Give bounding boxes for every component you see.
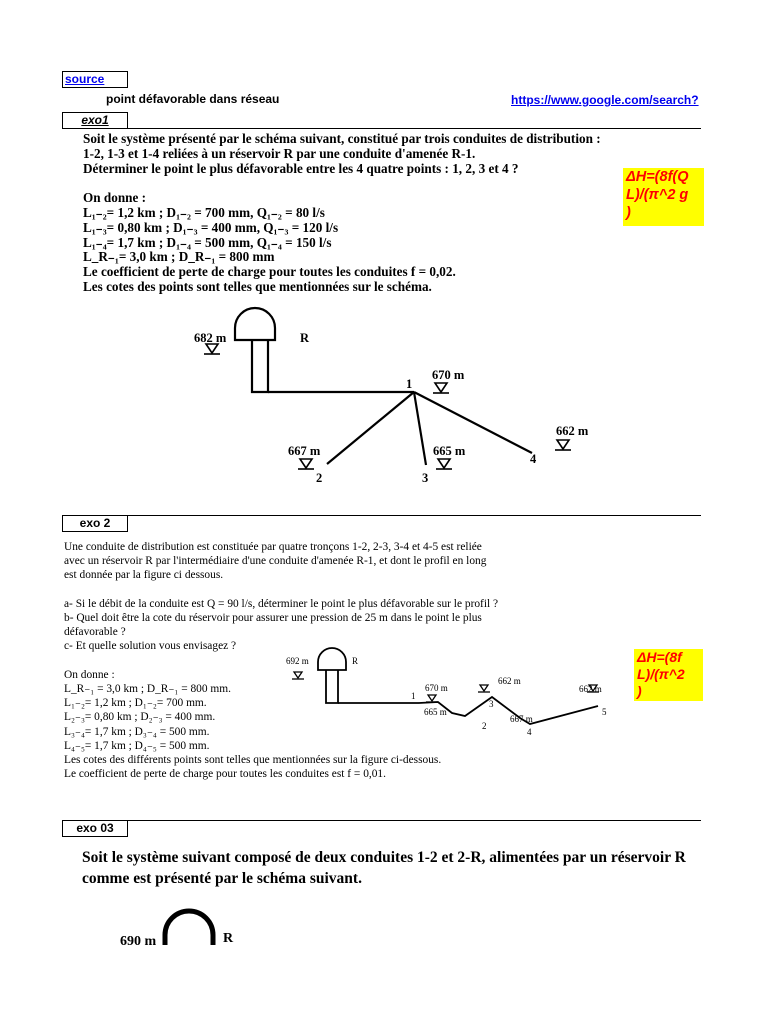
pipe-1-3 — [414, 392, 426, 465]
exo2-line: avec un réservoir R par l'intermédiaire d'une conduite d'amenée R-1, et dont le profil en long — [64, 555, 487, 568]
point-2-label: 2 — [482, 721, 487, 731]
point-4-label: 4 — [527, 727, 532, 737]
formula-line: ΔH=(8f — [637, 649, 682, 665]
exo1-line: L₁₋₃= 0,80 km ; D₁₋₃ = 400 mm, Q₁₋₃ = 120 l/s — [83, 219, 339, 235]
source-link[interactable]: source — [65, 72, 105, 86]
exo2-line: a- Si le débit de la conduite est Q = 90 l/s, déterminer le point le plus défavorable sur le profil ? — [64, 597, 499, 610]
exo1-line: L_R₋₁= 3,0 km ; D_R₋₁ = 800 mm — [83, 249, 275, 265]
level-marker — [438, 459, 450, 468]
node-2-label: 2 — [316, 471, 323, 485]
exo3-line: comme est présenté par le schéma suivant. — [82, 870, 362, 887]
exo1-network-diagram — [160, 300, 620, 495]
exo2-line: défavorable ? — [64, 626, 126, 639]
point-3-label: 3 — [489, 699, 494, 709]
exo1-line: L₁₋₂= 1,2 km ; D₁₋₂ = 700 mm, Q₁₋₂ = 80 l/s — [83, 204, 325, 220]
subtitle: point défavorable dans réseau — [106, 92, 280, 106]
node-3-level-label: 665 m — [433, 444, 466, 458]
exo3-label-cell — [62, 820, 128, 837]
point-5-label: 5 — [602, 707, 607, 717]
node-3-label: 3 — [422, 471, 429, 485]
reservoir-label: R — [223, 931, 234, 945]
exo1-label: exo1 — [81, 113, 109, 127]
source-link-cell[interactable] — [62, 71, 128, 88]
exo1-line: On donne : — [83, 190, 147, 206]
node-4-label: 4 — [530, 452, 537, 466]
exo2-line: L₂₋₃= 0,80 km ; D₂₋₃ = 400 mm. — [64, 711, 216, 724]
exo2-line: Les cotes des différents points sont telles que mentionnées sur la figure ci-dessous. — [64, 754, 442, 767]
exo3-text — [82, 847, 686, 889]
reservoir-dome — [318, 648, 346, 670]
level-marker — [480, 685, 488, 691]
point-3-level-label: 662 m — [498, 676, 521, 686]
exo3-diagram-partial — [110, 905, 260, 945]
google-search-link[interactable]: https://www.google.com/search? — [511, 93, 699, 107]
point-1-label: 1 — [411, 691, 416, 701]
exo2-line: c- Et quelle solution vous envisagez ? — [64, 640, 237, 653]
pipe-1-2 — [327, 392, 414, 464]
exo2-line: Le coefficient de perte de charge pour toutes les conduites est f = 0,01. — [64, 768, 386, 781]
node-4-level-label: 662 m — [556, 424, 589, 438]
section-divider — [63, 515, 701, 516]
exo1-formula — [623, 168, 704, 226]
exo2-spacer — [64, 583, 498, 597]
exo2-line: L₁₋₂= 1,2 km ; D₁₋₂= 700 mm. — [64, 697, 207, 710]
reservoir-level-label: 690 m — [120, 934, 157, 945]
pipe-1-4 — [414, 392, 532, 453]
formula-line: ) — [637, 683, 642, 699]
point-3-low-level-label: 667 m — [510, 714, 533, 724]
formula-line: L)/(π^2 g — [626, 187, 689, 203]
node-2-level-label: 667 m — [288, 444, 321, 458]
reservoir-body — [326, 670, 338, 703]
level-marker — [294, 672, 302, 678]
level-marker — [435, 383, 447, 392]
exo1-spacer — [83, 176, 601, 191]
exo1-line: Soit le système présenté par le schéma suivant, constitué par trois conduites de distribution : — [83, 131, 601, 146]
exo2-line: L_R₋₁ = 3,0 km ; D_R₋₁ = 800 mm. — [64, 683, 231, 696]
exo2-label: exo 2 — [79, 516, 111, 530]
node-1-level-label: 670 m — [432, 368, 465, 382]
point-1-low-level-label: 665 m — [424, 707, 447, 717]
exo2-formula — [634, 649, 703, 701]
level-marker — [428, 695, 436, 701]
exo1-line: 1-2, 1-3 et 1-4 reliées à un réservoir R par une conduite d'amenée R-1. — [83, 145, 476, 161]
formula-line: L)/(π^2 — [637, 666, 685, 682]
reservoir-label: R — [352, 656, 359, 666]
exo2-line: est donnée par la figure ci dessous. — [64, 569, 224, 582]
reservoir-dome — [165, 911, 213, 945]
exo1-line: Les cotes des points sont telles que mentionnées sur le schéma. — [83, 278, 432, 294]
formula-line: ) — [626, 205, 631, 221]
section-divider — [63, 128, 701, 129]
exo2-label-cell — [62, 515, 128, 532]
point-1-level-label: 670 m — [425, 683, 448, 693]
level-marker — [557, 440, 569, 449]
reservoir-body — [252, 340, 268, 392]
node-1-label: 1 — [406, 377, 413, 391]
exo1-line: Le coefficient de perte de charge pour toutes les conduites f = 0,02. — [83, 264, 456, 280]
section-divider — [63, 820, 701, 821]
exo2-line: Une conduite de distribution est constituée par quatre tronçons 1-2, 2-3, 3-4 et 4-5 est reliée — [64, 541, 482, 553]
exo3-line: Soit le système suivant composé de deux conduites 1-2 et 2-R, alimentées par un réservoir R — [82, 849, 686, 866]
exo1-label-cell — [62, 112, 128, 129]
exo2-profile-diagram — [280, 640, 640, 740]
exo2-line: L₃₋₄= 1,7 km ; D₃₋₄ = 500 mm. — [64, 725, 210, 738]
level-marker — [300, 459, 312, 468]
exo2-line: L₄₋₅= 1,7 km ; D₄₋₅ = 500 mm. — [64, 739, 210, 752]
exo1-text — [83, 132, 601, 295]
reservoir-level-label: 692 m — [286, 656, 309, 666]
formula-line: ΔH=(8f(Q — [626, 169, 689, 185]
exo2-line: b- Quel doit être la cote du réservoir pour assurer une pression de 25 m dans le point le plus — [64, 612, 482, 625]
exo1-line: Déterminer le point le plus défavorable entre les 4 quatre points : 1, 2, 3 et 4 ? — [83, 160, 519, 176]
point-5-level-label: 662 m — [579, 684, 602, 694]
exo3-label: exo 03 — [76, 821, 114, 835]
exo2-line: On donne : — [64, 668, 115, 681]
reservoir-dome — [235, 308, 275, 340]
reservoir-label: R — [300, 331, 310, 345]
level-marker — [206, 344, 218, 353]
reservoir-level-label: 682 m — [194, 331, 227, 345]
exo1-line: L₁₋₄= 1,7 km ; D₁₋₄ = 500 mm, Q₁₋₄ = 150 l/s — [83, 234, 332, 250]
